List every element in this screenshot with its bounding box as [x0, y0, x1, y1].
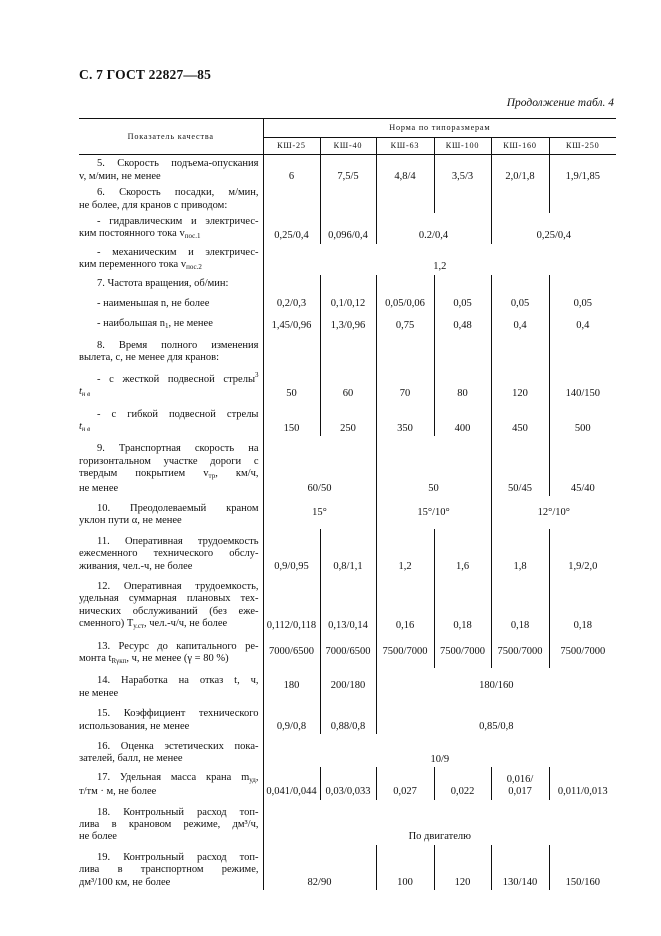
table-row [79, 402, 616, 437]
table-row [79, 275, 616, 291]
table-cell: 500 [549, 402, 616, 437]
table-cell: 7,5/5 [320, 155, 376, 184]
table-cell: 0,05 [549, 291, 616, 311]
row-label: - с гибкой подвесной стрелы $t_{н в}$ [79, 408, 259, 433]
table-cell: 0,011/0,013 [549, 767, 616, 800]
table-cell: 0,03/0,033 [320, 767, 376, 800]
table-cell: 0,027 [376, 767, 434, 800]
table-cell: 0,041/0,044 [263, 767, 320, 800]
table-cell: 120 [491, 366, 549, 402]
table-cell: 0,016/ 0,017 [491, 767, 549, 800]
row-label: 8. Время полного изменения вылета, с, не менее для кранов: [79, 339, 259, 364]
row-label: 17. Удельная масса крана $m_{уд}$, т/тм · м, не более [79, 771, 259, 798]
table-cell: 7500/7000 [491, 634, 549, 669]
table-cell: 0,4 [491, 311, 549, 333]
table-cell: 0,1/0,12 [320, 291, 376, 311]
table-cell: 80 [434, 366, 491, 402]
row-label: - наибольшая $n_1$, не менее [97, 318, 213, 331]
row-label: 19. Контрольный расход топ- лива в транспортном режиме, дм³/100 км, не более [79, 851, 259, 888]
row-label: 12. Оперативная трудоемкость, удельная суммарная плановых тех- нических обслуживаний (без еже- сменного) $T_{у.ст}$, чел.-ч/ч, не более [79, 580, 259, 631]
table-cell: 7500/7000 [376, 634, 434, 669]
table-cell: 7500/7000 [549, 634, 616, 669]
table-cell: 0,05 [434, 291, 491, 311]
row-label: 6. Скорость посадки, м/мин, не более, для кранов с приводом: [79, 187, 259, 211]
table-cell: 0,18 [549, 574, 616, 634]
table-row [79, 767, 616, 800]
quality-indicator-header: Показатель качества [79, 119, 263, 155]
row-label: - с жесткой подвесной стрелы$^3$ $t_{н в}$ [79, 370, 259, 399]
table-cell: 0.2/0,4 [376, 213, 491, 244]
row-label: 18. Контрольный расход топ- лива в крановом режиме, дм³/ч, не более [79, 806, 259, 843]
size-header: КШ-250 [549, 138, 616, 155]
table-cell: 1,9/2,0 [549, 529, 616, 574]
table-cell: 7000/6500 [263, 634, 320, 669]
table-cell: 0,48 [434, 311, 491, 333]
table-cell: 50/45 [491, 436, 549, 496]
table-cell: 1,2 [376, 529, 434, 574]
table-row [79, 668, 616, 701]
table-cell: 0,4 [549, 311, 616, 333]
table-cell: 180 [263, 668, 320, 701]
table-cell: 1,8 [491, 529, 549, 574]
table-cell: 1,2 [263, 244, 616, 275]
table-cell: 140/150 [549, 366, 616, 402]
table-cell: 0,112/0,118 [263, 574, 320, 634]
table-row [79, 436, 616, 496]
table-row [79, 529, 616, 574]
table-row [79, 155, 616, 184]
table-cell: 0,75 [376, 311, 434, 333]
row-label: 5. Скорость подъема-опускания v, м/мин, не менее [79, 158, 259, 182]
row-label: - гидравлическим и электричес- ким постоянного тока $v_{пос.1}$ [79, 216, 259, 241]
table-cell: 0,18 [491, 574, 549, 634]
row-label: - наименьшая n, не более [97, 298, 210, 310]
size-header: КШ-25 [263, 138, 320, 155]
table-cell: 0,9/0,95 [263, 529, 320, 574]
table-row [79, 574, 616, 634]
table-cell: 82/90 [263, 845, 376, 890]
table-cell: 0,13/0,14 [320, 574, 376, 634]
table-cell: 350 [376, 402, 434, 437]
table-cell: 15°/10° [376, 496, 491, 529]
table-cell: 0,05 [491, 291, 549, 311]
table-row [79, 366, 616, 402]
table-cell: 100 [376, 845, 434, 890]
norm-header: Норма по типоразмерам [263, 119, 616, 138]
row-label: 10. Преодолеваемый краном уклон пути α, не менее [79, 502, 259, 527]
quality-norms-table [79, 118, 616, 890]
table-cell: 1,3/0,96 [320, 311, 376, 333]
table-cell: 0,25/0,4 [491, 213, 616, 244]
table-cell: 1,9/1,85 [549, 155, 616, 184]
table-row [79, 213, 616, 244]
table-row [79, 845, 616, 890]
size-header: КШ-40 [320, 138, 376, 155]
table-cell: 50 [376, 436, 491, 496]
table-cell: 0,2/0,3 [263, 291, 320, 311]
table-cell: 0,022 [434, 767, 491, 800]
table-row [79, 701, 616, 734]
row-label: - механическим и электричес- ким переменного тока $v_{пос.2}$ [79, 246, 259, 272]
table-cell: 50 [263, 366, 320, 402]
row-label: 7. Частота вращения, об/мин: [97, 277, 229, 289]
table-cell: 60/50 [263, 436, 376, 496]
table-cell: 45/40 [549, 436, 616, 496]
table-cell: 70 [376, 366, 434, 402]
table-cell: 10/9 [263, 734, 616, 767]
table-cell: 400 [434, 402, 491, 437]
table-row [79, 334, 616, 366]
table-cell: 0,85/0,8 [376, 701, 616, 734]
table-cell: 60 [320, 366, 376, 402]
row-label: 15. Коэффициент технического использования, не менее [79, 708, 259, 732]
table-cell: 0,05/0,06 [376, 291, 434, 311]
row-label: 9. Транспортная скорость на горизонтальном участке дороги с твердым покрытием $v_{тр}$, км/ч, не менее [79, 443, 259, 494]
table-cell: 0,9/0,8 [263, 701, 320, 734]
table-row [79, 184, 616, 213]
size-header: КШ-100 [434, 138, 491, 155]
table-cell: 0,8/1,1 [320, 529, 376, 574]
table-continuation-label: Продолжение табл. 4 [506, 97, 614, 109]
table-cell: 7000/6500 [320, 634, 376, 669]
table-row [79, 311, 616, 333]
row-label: 14. Наработка на отказ t, ч, не менее [79, 675, 259, 699]
table-cell: По двигателю [263, 800, 616, 845]
table-cell: 0,18 [434, 574, 491, 634]
table-cell: 120 [434, 845, 491, 890]
row-label: 13. Ресурс до капитального ре- монта $t_{R\gamma кп}$, ч, не менее (γ = 80 %) [79, 640, 259, 665]
table-cell: 3,5/3 [434, 155, 491, 184]
row-label: 16. Оценка эстетических пока- зателей, балл, не менее [79, 741, 259, 765]
table-cell: 130/140 [491, 845, 549, 890]
table-cell: 180/160 [376, 668, 616, 701]
table-cell: 1,45/0,96 [263, 311, 320, 333]
row-label: 11. Оперативная трудоемкость ежесменного технического обслу- живания, чел.-ч, не более [79, 535, 259, 572]
table-cell: 450 [491, 402, 549, 437]
table-cell: 0,25/0,4 [263, 213, 320, 244]
table-cell: 0,88/0,8 [320, 701, 376, 734]
table-cell: 150 [263, 402, 320, 437]
table-cell: 200/180 [320, 668, 376, 701]
table-cell: 4,8/4 [376, 155, 434, 184]
size-header: КШ-63 [376, 138, 434, 155]
table-row [79, 496, 616, 529]
table-cell: 0,096/0,4 [320, 213, 376, 244]
size-header: КШ-160 [491, 138, 549, 155]
table-row [79, 244, 616, 275]
table-cell: 250 [320, 402, 376, 437]
table-cell: 7500/7000 [434, 634, 491, 669]
table-row [79, 800, 616, 845]
table-cell: 1,6 [434, 529, 491, 574]
table-row [79, 634, 616, 669]
table-row [79, 291, 616, 311]
table-row [79, 734, 616, 767]
table-cell: 0,16 [376, 574, 434, 634]
table-cell: 6 [263, 155, 320, 184]
table-cell: 150/160 [549, 845, 616, 890]
table-cell: 2,0/1,8 [491, 155, 549, 184]
page-title: С. 7 ГОСТ 22827—85 [79, 67, 212, 82]
table-cell: 15° [263, 496, 376, 529]
table-cell: 12°/10° [491, 496, 616, 529]
